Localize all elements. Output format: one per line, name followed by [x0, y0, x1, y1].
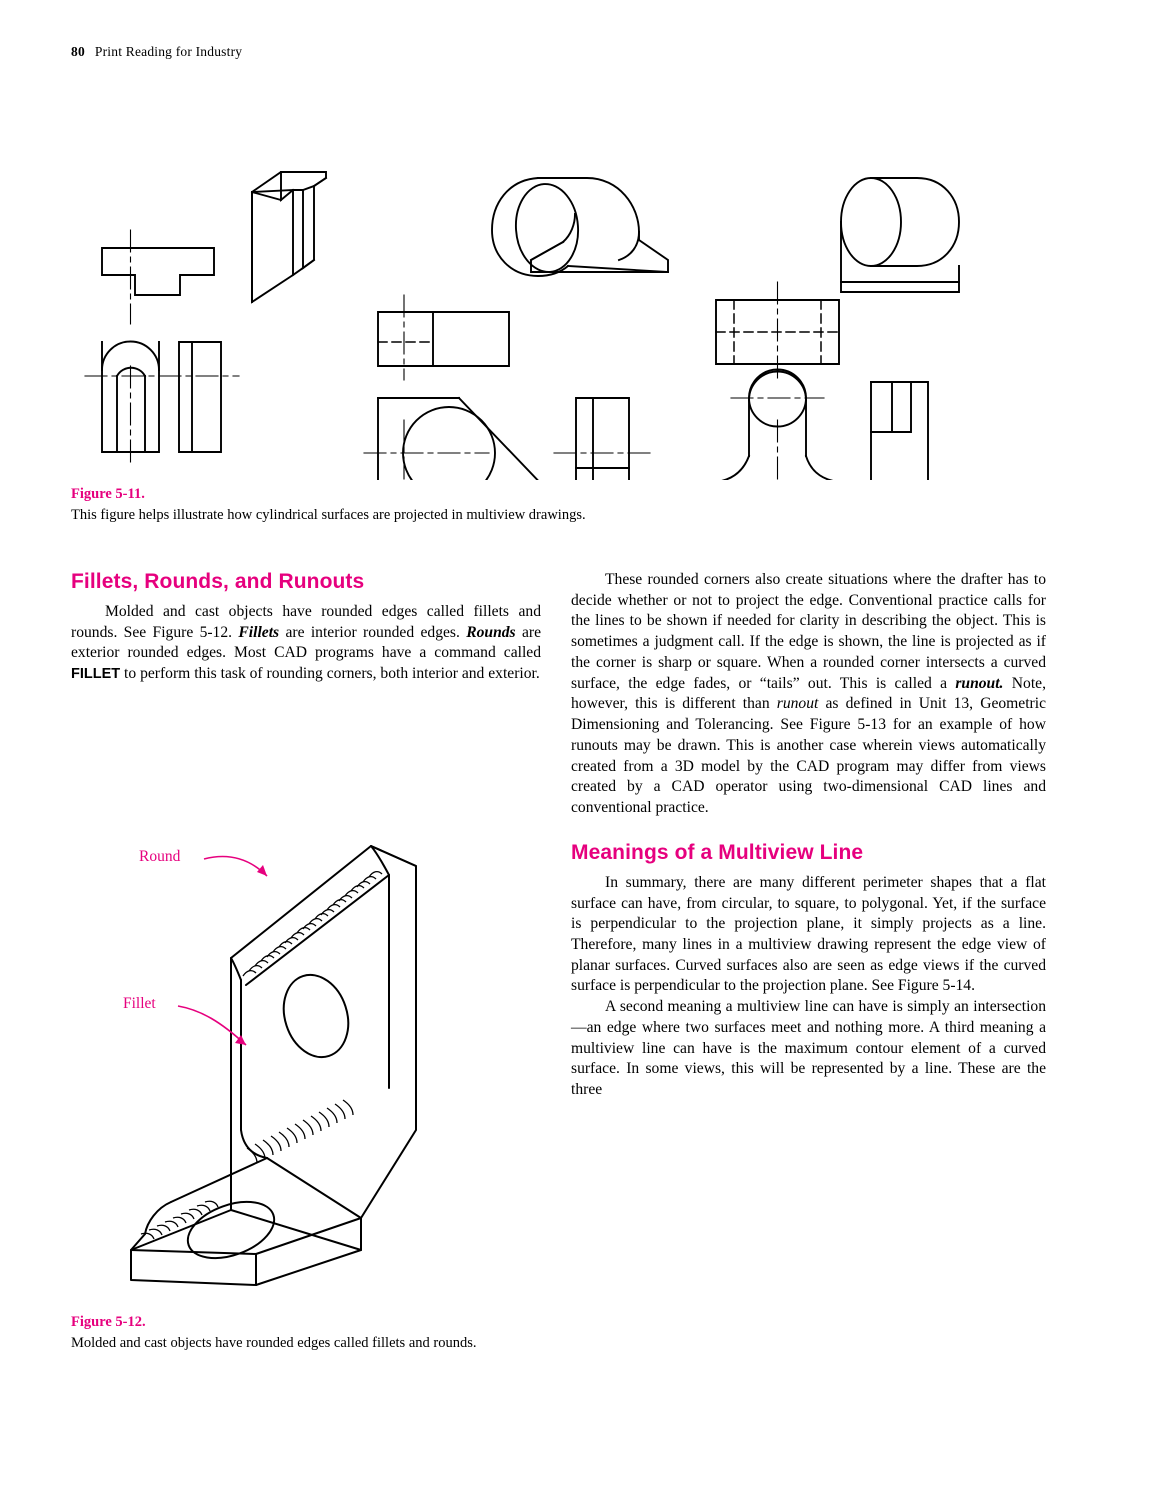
- callout-fillet: Fillet: [123, 995, 156, 1012]
- left-column: [71, 570, 541, 685]
- figure-5-12-label: Figure 5-12.: [71, 1314, 146, 1330]
- term-rounds: Rounds: [466, 623, 516, 641]
- callout-round: Round: [139, 848, 181, 865]
- para-text: are interior rounded edges.: [279, 623, 467, 641]
- para-text: to perform this task of rounding corners, both interior and exterior.: [120, 665, 540, 683]
- paragraph-fillets: [71, 602, 541, 685]
- term-runout: runout.: [955, 674, 1004, 692]
- paragraph-meanings-1: In summary, there are many different perimeter shapes that a flat surface can have, from circular, to square, to polygonal. Yet, if the surface is perpendicular to the projection plane, it simply projects as a line. Therefore, many lines in a multiview drawing represent the edge view of planar surfaces. Curved surfaces also are seen as edge views if the curved surface is perpendicular to the projection plane. See Figure 5-14.: [571, 873, 1046, 995]
- figure-5-11-svg: [71, 80, 1085, 480]
- book-title: Print Reading for Industry: [94, 44, 243, 59]
- page-number: 80: [71, 44, 85, 59]
- para-text: These rounded corners also create situations where the drafter has to decide whether or not to project the edge. Conventional practice calls for the lines to be shown if needed for clarity in describing the object. This is sometimes a judgment call. If the edge is shown, the line is projected as if the corner is sharp or square. When a rounded corner intersects a curved surface, the edge fades, or “tails” out. This is called a: [571, 571, 1046, 692]
- paragraph-meanings-2: A second meaning a multiview line can have is simply an intersection—an edge where two surfaces meet and nothing more. A third meaning a multiview line can have is the maximum contour element of a curved surface. In some views, this will be represented by a line. These are the three: [571, 998, 1046, 1099]
- term-fillet-command: FILLET: [71, 666, 121, 683]
- para-text: Note, however, this is different than: [571, 674, 1046, 713]
- paragraph-runouts: [571, 570, 1046, 819]
- section-heading-fillets: Fillets, Rounds, and Runouts: [71, 570, 365, 593]
- para-text: are exterior rounded edges. Most CAD programs have a command called: [71, 623, 542, 662]
- page-header: [71, 44, 242, 60]
- term-fillets: Fillets: [238, 623, 280, 641]
- figure-5-12-illustration: [71, 830, 541, 1300]
- para-text: as defined in Unit 13, Geometric Dimensioning and Tolerancing. See Figure 5-13 for an example of how runouts may be drawn. This is another case wherein views automatically created from a 3D model by the CAD program may differ from views created by a CAD operator using two-dimensional CAD lines and conventional practice.: [571, 695, 1046, 817]
- section-heading-meanings: Meanings of a Multiview Line: [571, 840, 864, 864]
- figure-5-12-caption: [71, 1312, 541, 1354]
- figure-5-11-illustration: [71, 80, 1085, 480]
- figure-5-11-caption: [71, 484, 971, 526]
- right-column: [571, 570, 1046, 1101]
- figure-5-12-text: Molded and cast objects have rounded edges called fillets and rounds.: [71, 1335, 477, 1352]
- figure-5-11-text: This figure helps illustrate how cylindrical surfaces are projected in multiview drawings.: [71, 507, 586, 524]
- figure-5-12-svg: [71, 830, 541, 1300]
- para-text: Molded and cast objects have rounded edges called fillets and rounds. See Figure 5-12.: [71, 603, 541, 641]
- figure-5-11-label: Figure 5-11.: [71, 486, 145, 502]
- term-runout-italic: runout: [776, 695, 819, 713]
